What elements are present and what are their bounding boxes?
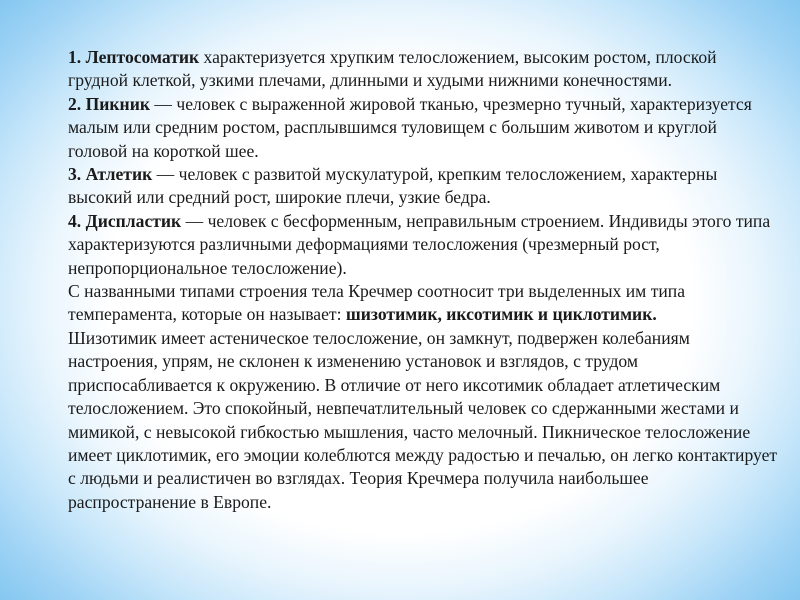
term-leptosomatic: 1. Лептосоматик (68, 47, 200, 67)
desc-athletic: — человек с развитой мускулатурой, крепким телосложением, характерны высокий или средний рост, широкие плечи, узкие бедра. (68, 164, 718, 208)
desc-pyknic: — человек с выраженной жировой тканью, чрезмерно тучный, характеризуется малым или средним ростом, расплывшимся туловищем с большим животом и круглой головой на короткой шее. (68, 93, 752, 161)
desc-dysplastic: — человек с бесформенным, неправильным строением. Индивиды этого типа характеризуются различными деформациями телосложения (чрезмерный рост, непропорциональное телосложение). (68, 210, 771, 278)
temperament-types: шизотимик, иксотимик и циклотимик. (345, 304, 657, 325)
paragraph-athletic (68, 163, 780, 210)
paragraph-pyknic (68, 93, 780, 163)
paragraph-leptosomatic (68, 46, 780, 93)
temperament-intro: С названными типами строения тела Кречмер соотносит три выделенных им типа темперамента, которые он называет: (68, 281, 686, 325)
paragraph-description: Шизотимик имеет астеническое телосложение, он замкнут, подвержен колебаниям настроения, упрям, не склонен к изменению установок и взглядов, с трудом приспосабливается к окружению. В отличие от него иксотимик обладает атлетическим телосложением. Это спокойный, невпечатлительный человек со сдержанными жестами и мимикой, с невысокой гибкостью мышления, часто мелочный. Пикническое телосложение имеет циклотимик, его эмоции колеблются между радостью и печалью, он легко контактирует с людьми и реалистичен во взглядах. Теория Кречмера получила наибольшее распространение в Европе. (68, 327, 778, 512)
desc-leptosomatic: характеризуется хрупким телосложением, высоким ростом, плоской грудной клеткой, узкими плечами, длинными и худыми нижними конечностями. (68, 47, 717, 91)
term-athletic: 3. Атлетик (68, 164, 153, 185)
term-dysplastic: 4. Диспластик (68, 210, 182, 231)
paragraph-dysplastic (68, 210, 780, 280)
term-pyknic: 2. Пикник (68, 93, 150, 114)
paragraph-temperament (68, 280, 780, 327)
text-block (68, 46, 780, 514)
